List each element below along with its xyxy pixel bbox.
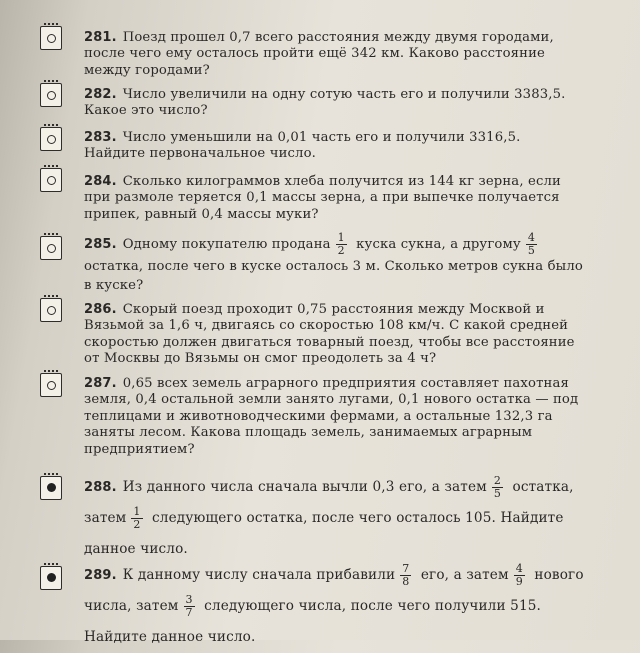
problem-text [84, 560, 584, 653]
problem-body: Скорый поезд проходит 0,75 расстояния между Москвой и Вязьмой за 1,6 ч, двигаясь со скоростью 108 км/ч. С какой средней скоростью должен двигаться товарный поезд, чтобы все расстояние от Москвы до Вязьмы он смог преодолеть за 4 ч? [84, 302, 575, 367]
notebook-icon [40, 127, 62, 151]
fraction-denominator: 2 [337, 244, 345, 257]
problem-text [84, 376, 584, 458]
problem-body: следующего числа, после чего получили 515. Найдите данное число. [84, 598, 542, 645]
fraction-denominator: 5 [493, 487, 502, 500]
problem-text [84, 130, 584, 163]
fraction [492, 475, 503, 500]
fraction-denominator: 2 [133, 518, 141, 531]
problem-number: 285. [84, 237, 117, 252]
problem-number: 283. [84, 130, 117, 145]
notebook-icon [40, 168, 62, 192]
problem-body: Одному покупателю продана [122, 237, 331, 252]
notebook-filled-icon [40, 566, 62, 590]
problem-body: его, а затем [416, 567, 509, 583]
fraction [400, 563, 411, 588]
problem-number: 282. [84, 87, 117, 102]
problem-body: остатка, после чего в куске осталось 3 м. Сколько метров сукна было в куске? [84, 259, 583, 293]
fraction [526, 232, 537, 257]
problem-number: 287. [84, 376, 117, 391]
problem-text [84, 302, 584, 368]
fraction-denominator: 7 [185, 606, 193, 619]
problem-number: 284. [84, 174, 117, 189]
fraction-denominator: 5 [527, 244, 535, 257]
problem-text [84, 174, 584, 223]
fraction [184, 594, 195, 619]
fraction-numerator: 3 [185, 593, 193, 606]
fraction-numerator: 4 [527, 231, 535, 244]
problem-body: куска сукна, а другому [351, 237, 521, 252]
problem-text [84, 472, 584, 565]
fraction-numerator: 1 [337, 231, 345, 244]
problem-body: Поезд прошел 0,7 всего расстояния между двумя городами, после чего ему осталось пройти ещё 342 км. Каково расстояние между городами? [84, 30, 554, 78]
problem-body: 0,65 всех земель аграрного предприятия составляет пахотная земля, 0,4 остальной земли занято лугами, 0,1 нового остатка — под теплицами и животноводческими фермами, а остальные 132,3 га заняты лесом. Какова площадь земель, занимаемых аграрным предприятием? [84, 376, 579, 457]
problem-number: 289. [84, 568, 117, 583]
notebook-icon [40, 373, 62, 397]
fraction [514, 563, 525, 588]
problem-body: Из данного числа сначала вычли 0,3 его, а затем [122, 479, 487, 495]
problem-body: Число уменьшили на 0,01 часть его и получили 3316,5. Найдите первоначальное число. [84, 130, 521, 162]
problem-body: нового числа, затем [84, 567, 584, 614]
fraction-numerator: 4 [515, 562, 523, 575]
problem-body: К данному числу сначала прибавили [122, 567, 396, 583]
problem-body: остатка, затем [84, 479, 574, 526]
notebook-icon [40, 236, 62, 260]
problem-number: 286. [84, 302, 117, 317]
notebook-icon [40, 83, 62, 107]
problem-text [84, 87, 584, 120]
problem-body: следующего остатка, после чего осталось 105. Найдите данное число. [84, 510, 564, 557]
problem-text [84, 30, 584, 79]
fraction-numerator: 7 [402, 562, 410, 575]
problem-number: 288. [84, 480, 117, 495]
fraction-denominator: 9 [515, 575, 523, 588]
fraction-numerator: 2 [493, 474, 502, 487]
notebook-icon [40, 26, 62, 50]
problem-text [84, 232, 584, 295]
fraction [336, 232, 347, 257]
fraction-denominator: 8 [402, 575, 410, 588]
fraction [131, 506, 142, 531]
notebook-filled-icon [40, 476, 62, 500]
problem-body: Число увеличили на одну сотую часть его и получили 3383,5. Какое это число? [84, 87, 566, 119]
problem-body: Сколько килограммов хлеба получится из 144 кг зерна, если при размоле теряется 0,1 массы зерна, а при выпечке получается припек, равный 0,4 массы муки? [84, 174, 561, 222]
problem-number: 281. [84, 30, 117, 45]
notebook-icon [40, 298, 62, 322]
fraction-numerator: 1 [133, 505, 141, 518]
